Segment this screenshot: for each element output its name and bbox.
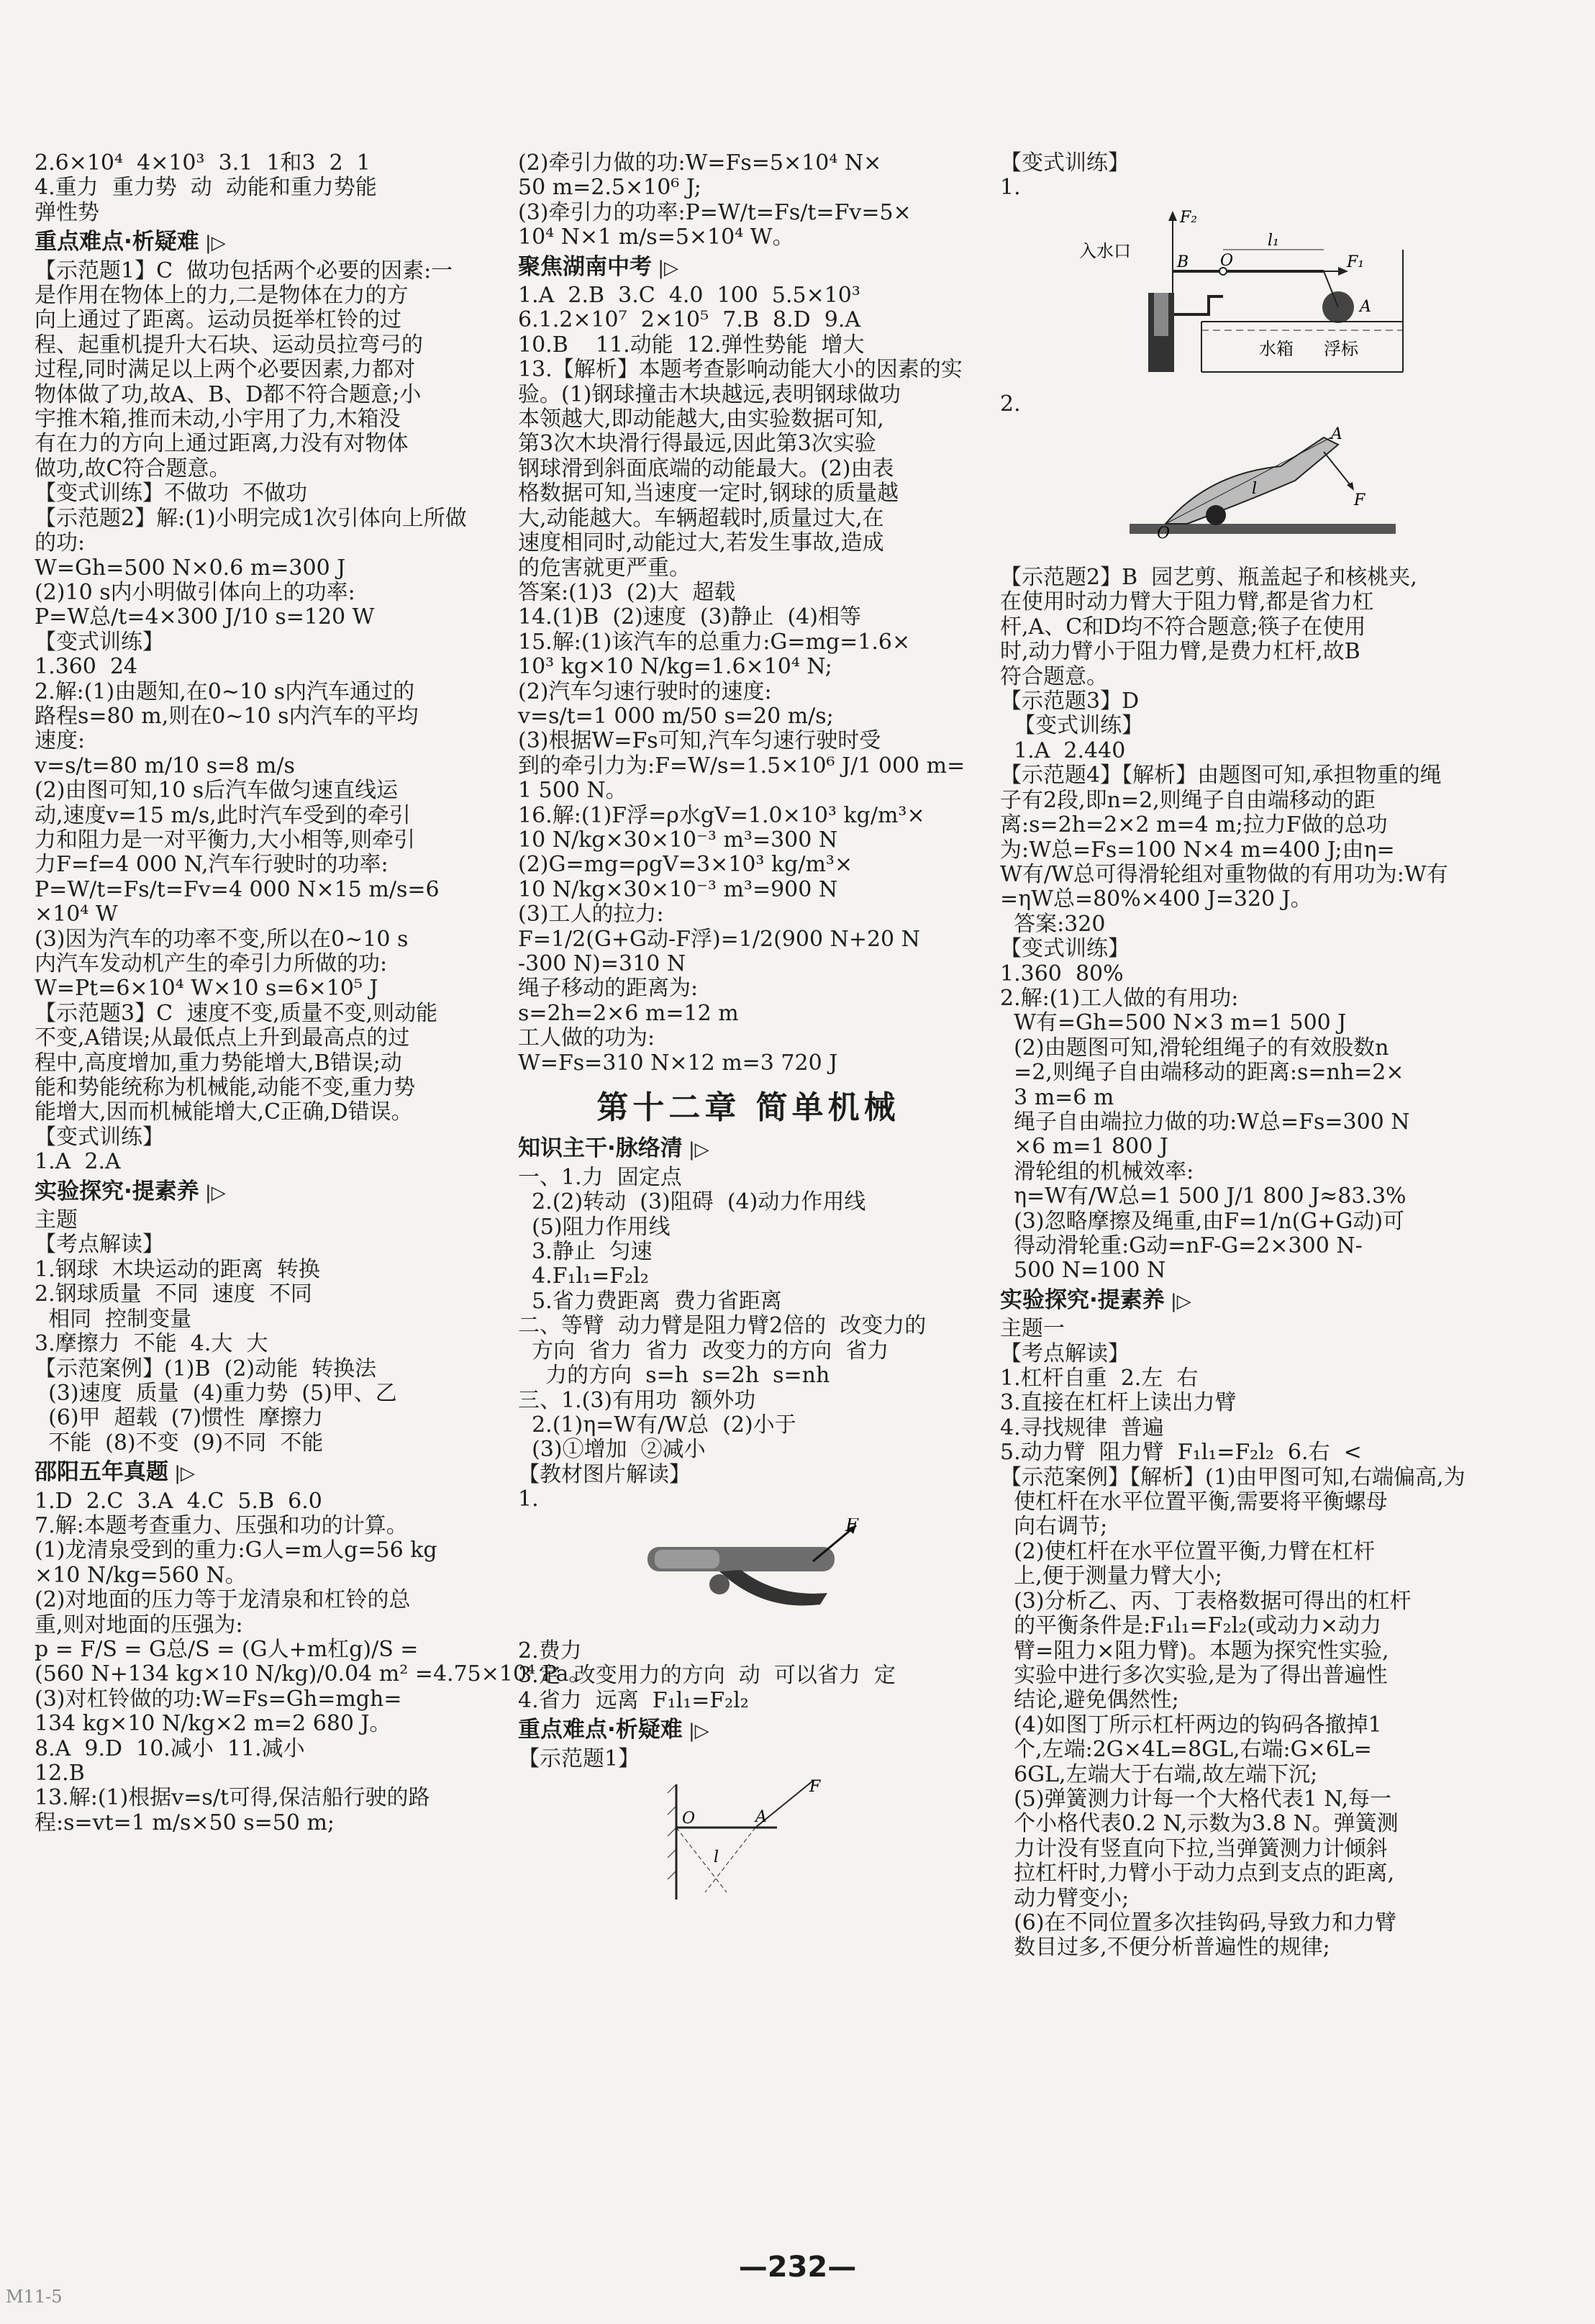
- text-line: 2.(2)转动 (3)阻碍 (4)动力作用线: [518, 1189, 866, 1215]
- text-line: 数目过多,不便分析普遍性的规律;: [1000, 1935, 1330, 1961]
- text-line: 1.: [1000, 175, 1021, 201]
- text-line: 1.360 80%: [1000, 961, 1124, 986]
- text-line: 1.杠杆自重 2.左 右: [1000, 1366, 1199, 1392]
- fig4-a-label: A: [1331, 425, 1342, 443]
- text-line: 杆,A、C和D均不符合题意;筷子在使用: [1000, 614, 1366, 640]
- bottle-opener-figure: [1000, 423, 1572, 558]
- text-line: (3)速度 质量 (4)重力势 (5)甲、乙: [35, 1380, 397, 1406]
- text-line: 钢球滑到斜面底端的动能最大。(2)由表: [518, 455, 894, 481]
- text-line: 2.(1)η=W有/W总 (2)小于: [518, 1412, 796, 1438]
- text-line: (3)牵引力的功率:P=W/t=Fs/t=Fv=5×: [518, 199, 912, 225]
- fig1-force-label: F: [845, 1517, 859, 1536]
- text-line: 绳子移动的距离为:: [518, 976, 699, 1002]
- text-line: ×10 N/kg=560 N。: [35, 1562, 247, 1588]
- text-line: 工人做的功为:: [518, 1025, 655, 1051]
- text-line: 【示范题3】D: [1000, 689, 1140, 714]
- text-line: 动力臂变小;: [1000, 1885, 1130, 1911]
- section-heading: 聚焦湖南中考 |▷: [518, 255, 978, 281]
- text-line: 向右调节;: [1000, 1514, 1108, 1540]
- text-line: 在使用时动力臂大于阻力臂,都是省力杠: [1000, 589, 1374, 615]
- text-line: 3.摩擦力 不能 4.大 大: [35, 1331, 268, 1357]
- text-line: 3.直接在杠杆上读出力臂: [1000, 1390, 1237, 1416]
- text-line: 【示范案例】(1)B (2)动能 转换法: [35, 1356, 377, 1381]
- text-line: (3)对杠铃做的功:W=Fs=Gh=mgh=: [35, 1686, 402, 1712]
- text-line: 【示范题1】: [518, 1746, 640, 1771]
- section-heading: 邵阳五年真题 |▷: [35, 1460, 495, 1486]
- text-line: (4)如图丁所示杠杆两边的钩码各撤掉1: [1000, 1712, 1382, 1738]
- text-line: (6)甲 超载 (7)惯性 摩擦力: [35, 1405, 324, 1431]
- text-line: 1.360 24: [35, 654, 138, 680]
- text-line: 7.解:本题考查重力、压强和功的计算。: [35, 1512, 408, 1538]
- text-line: 4.F₁l₁=F₂l₂: [518, 1263, 649, 1289]
- text-line: =2,则绳子自由端移动的距离:s=nh=2×: [1000, 1060, 1404, 1086]
- text-line: 答案:320: [1000, 911, 1106, 937]
- text-line: 个小格代表0.2 N,示数为3.8 N。弹簧测: [1000, 1811, 1399, 1837]
- text-line: 2.6×10⁴ 4×10³ 3.1 1和3 2 1: [35, 150, 371, 176]
- fig3-f1-label: F₁: [1347, 253, 1365, 271]
- text-line: (3)工人的拉力:: [518, 902, 664, 927]
- text-line: 方向 省力 省力 改变力的方向 省力: [518, 1338, 889, 1363]
- text-line: v=s/t=1 000 m/50 s=20 m/s;: [518, 703, 834, 729]
- fig3-a-label: A: [1360, 297, 1371, 316]
- text-line: 力的方向 s=h s=2h s=nh: [518, 1363, 830, 1389]
- text-line: (3)忽略摩擦及绳重,由F=1/n(G+G动)可: [1000, 1208, 1405, 1234]
- lever-arm-figure: [518, 1777, 978, 1912]
- text-line: 做功,故C符合题意。: [35, 455, 231, 481]
- text-line: 10.B 11.动能 12.弹性势能 增大: [518, 332, 865, 358]
- text-line: 【变式训练】: [35, 1124, 164, 1150]
- text-line: 宇推木箱,推而未动,小宇用了力,木箱没: [35, 407, 401, 432]
- text-line: 50 m=2.5×10⁶ J;: [518, 175, 701, 201]
- text-line: (5)阻力作用线: [518, 1214, 671, 1240]
- text-line: 动,速度v=15 m/s,此时汽车受到的牵引: [35, 802, 411, 828]
- section-heading: 重点难点·析疑难 |▷: [518, 1717, 978, 1743]
- text-line: 力和阻力是一对平衡力,大小相等,则牵引: [35, 827, 416, 853]
- text-line: 个,左端:2G×4L=8GL,右端:G×6L=: [1000, 1737, 1372, 1763]
- text-line: 结论,避免偶然性;: [1000, 1687, 1179, 1713]
- text-line: 16.解:(1)F浮=ρ水gV=1.0×10³ kg/m³×: [518, 802, 925, 828]
- text-line: (2)G=mg=ρgV=3×10³ kg/m³×: [518, 852, 853, 878]
- text-line: 物体做了功,故A、B、D都不符合题意;小: [35, 381, 422, 407]
- text-line: 三、1.(3)有用功 额外功: [518, 1387, 756, 1413]
- text-line: 重,则对地面的压强为:: [35, 1612, 243, 1638]
- chapter-title: 第十二章 简单机械: [596, 1089, 900, 1127]
- text-line: 力F=f=4 000 N,汽车行驶时的功率:: [35, 852, 388, 878]
- text-line: 有在力的方向上通过距离,力没有对物体: [35, 431, 409, 457]
- text-line: 【变式训练】: [1000, 936, 1130, 962]
- text-line: 是作用在物体上的力,二是物体在力的方: [35, 283, 409, 309]
- fig2-pivot-label: O: [682, 1809, 696, 1828]
- text-line: 第3次木块滑行得最远,因此第3次实验: [518, 431, 876, 457]
- text-line: 程、起重机提升大石块、运动员拉弯弓的: [35, 332, 423, 358]
- text-line: 【示范题2】B 园艺剪、瓶盖起子和核桃夹,: [1000, 565, 1417, 591]
- text-line: 不变,A错误;从最低点上升到最高点的过: [35, 1025, 410, 1051]
- text-line: (3)①增加 ②减小: [518, 1437, 706, 1463]
- text-line: 15.解:(1)该汽车的总重力:G=mg=1.6×: [518, 629, 911, 655]
- text-line: 答案:(1)3 (2)大 超载: [518, 579, 736, 605]
- text-line: 力计没有竖直向下拉,当弹簧测力计倾斜: [1000, 1835, 1388, 1861]
- brake-lever-figure: [518, 1518, 978, 1632]
- text-line: 6.1.2×10⁷ 2×10⁵ 7.B 8.D 9.A: [518, 307, 861, 333]
- column-middle: [518, 151, 978, 1920]
- text-line: W有=Gh=500 N×3 m=1 500 J: [1000, 1010, 1347, 1036]
- text-line: 【变式训练】: [35, 629, 164, 655]
- text-line: 到的牵引力为:F=W/s=1.5×10⁶ J/1 000 m=: [518, 753, 965, 779]
- text-line: 2.解:(1)工人做的有用功:: [1000, 985, 1239, 1011]
- text-line: 8.A 9.D 10.减小 11.减小: [35, 1735, 305, 1761]
- fig3-b-label: B: [1177, 253, 1189, 271]
- text-line: 使杠杆在水平位置平衡,需要将平衡螺母: [1000, 1489, 1388, 1515]
- text-line: P=W/t=Fs/t=Fv=4 000 N×15 m/s=6: [35, 876, 440, 902]
- fig2-point-label: A: [755, 1807, 767, 1826]
- text-line: 2.钢球质量 不同 速度 不同: [35, 1281, 312, 1307]
- text-line: 13.【解析】本题考查影响动能大小的因素的实: [518, 357, 963, 383]
- text-line: F=1/2(G+G动-F浮)=1/2(900 N+20 N: [518, 926, 920, 952]
- text-line: (2)使杠杆在水平位置平衡,力臂在杠杆: [1000, 1538, 1376, 1564]
- text-line: p = F/S = G总/S = (G人+m杠g)/S =: [35, 1636, 419, 1662]
- text-line: 一、1.力 固定点: [518, 1164, 682, 1190]
- section-heading: 知识主干·脉络清 |▷: [518, 1136, 978, 1162]
- section-heading: 实验探究·提素养 |▷: [35, 1179, 495, 1205]
- text-line: 2.解:(1)由题知,在0~10 s内汽车通过的: [35, 678, 415, 704]
- text-line: 不能 (8)不变 (9)不同 不能: [35, 1430, 324, 1456]
- text-line: 验。(1)钢球撞击木块越远,表明钢球做功: [518, 381, 901, 407]
- text-line: 能增大,因而机械能增大,C正确,D错误。: [35, 1099, 413, 1125]
- text-line: 5.省力费距离 费力省距离: [518, 1288, 782, 1314]
- text-line: 程:s=vt=1 m/s×50 s=50 m;: [35, 1810, 335, 1835]
- text-line: 【教材图片解读】: [518, 1461, 691, 1487]
- text-line: (2)牵引力做的功:W=Fs=5×10⁴ N×: [518, 150, 882, 176]
- fig3-float-label: 浮标: [1324, 338, 1358, 359]
- text-line: 程中,高度增加,重力势能增大,B错误;动: [35, 1050, 402, 1076]
- text-line: (560 N+134 kg×10 N/kg)/0.04 m² =4.75×10⁴ Pa。: [35, 1661, 591, 1687]
- text-line: 3.静止 匀速: [518, 1239, 653, 1265]
- text-line: 2.: [1000, 391, 1021, 417]
- text-line: 【考点解读】: [1000, 1340, 1130, 1366]
- text-line: (2)对地面的压力等于龙清泉和杠铃的总: [35, 1587, 411, 1613]
- text-line: v=s/t=80 m/10 s=8 m/s: [35, 753, 295, 779]
- text-line: 14.(1)B (2)速度 (3)静止 (4)相等: [518, 604, 861, 630]
- text-line: 1.: [518, 1486, 539, 1512]
- text-line: 3 m=6 m: [1000, 1084, 1114, 1110]
- text-line: 5.动力臂 阻力臂 F₁l₁=F₂l₂ 6.右 <: [1000, 1440, 1362, 1466]
- corner-mark: M11-5: [6, 2287, 63, 2307]
- text-line: 500 N=100 N: [1000, 1258, 1166, 1284]
- text-line: 的功:: [35, 530, 86, 556]
- text-line: 得动滑轮重:G动=nF-G=2×300 N-: [1000, 1233, 1363, 1258]
- text-line: 3.定 改变用力的方向 动 可以省力 定: [518, 1663, 896, 1689]
- fig2-force-label: F: [809, 1777, 821, 1796]
- fig3-o-label: O: [1220, 251, 1234, 270]
- text-line: 1.A 2.A: [35, 1149, 121, 1175]
- text-line: 符合题意。: [1000, 663, 1108, 689]
- fig4-o-label: O: [1157, 524, 1171, 543]
- text-line: 主题一: [1000, 1316, 1065, 1342]
- text-line: 10 N/kg×30×10⁻³ m³=900 N: [518, 876, 838, 902]
- text-line: 格数据可知,当速度一定时,钢球的质量越: [518, 481, 899, 507]
- text-line: (2)汽车匀速行驶时的速度:: [518, 678, 772, 704]
- text-line: (2)由图可知,10 s后汽车做匀速直线运: [35, 778, 399, 804]
- text-line: (2)由题图可知,滑轮组绳子的有效股数n: [1000, 1035, 1389, 1061]
- fig4-l-label: l: [1252, 479, 1258, 498]
- fig3-inlet-label: 入水口: [1079, 240, 1131, 261]
- text-line: 【示范题3】C 速度不变,质量不变,则动能: [35, 1000, 438, 1026]
- column-right: [1000, 151, 1572, 1961]
- text-line: 1.A 2.B 3.C 4.0 100 5.5×10³: [518, 283, 860, 309]
- text-line: 10³ kg×10 N/kg=1.6×10⁴ N;: [518, 654, 832, 680]
- text-line: W有/W总可得滑轮组对重物做的有用功为:W有: [1000, 861, 1448, 887]
- text-line: 内汽车发动机产生的牵引力所做的功:: [35, 951, 388, 976]
- text-line: W=Gh=500 N×0.6 m=300 J: [35, 555, 346, 581]
- text-line: 【变式训练】: [1000, 713, 1144, 739]
- text-line: (3)分析乙、丙、丁表格数据可得出的杠杆: [1000, 1588, 1412, 1614]
- section-heading: 重点难点·析疑难 |▷: [35, 230, 495, 255]
- text-line: 绳子自由端拉力做的功:W总=Fs=300 N: [1000, 1109, 1410, 1135]
- text-line: 【变式训练】: [1000, 150, 1130, 176]
- text-line: 2.费力: [518, 1638, 582, 1663]
- text-line: 【变式训练】不做功 不做功: [35, 481, 308, 507]
- text-line: P=W总/t=4×300 J/10 s=120 W: [35, 604, 375, 630]
- text-line: 4.省力 远离 F₁l₁=F₂l₂: [518, 1687, 749, 1713]
- text-line: 【示范案例】【解析】(1)由甲图可知,右端偏高,为: [1000, 1464, 1466, 1490]
- text-line: 拉杠杆时,力臂小于动力点到支点的距离,: [1000, 1861, 1395, 1887]
- text-line: (5)弹簧测力计每一个大格代表1 N,每一: [1000, 1786, 1392, 1812]
- section-heading: 实验探究·提素养 |▷: [1000, 1288, 1572, 1314]
- text-line: 速度相同时,动能过大,若发生事故,造成: [518, 530, 884, 556]
- text-line: 本领越大,即动能越大,由实验数据可知,: [518, 407, 884, 432]
- text-line: 10 N/kg×30×10⁻³ m³=300 N: [518, 827, 838, 853]
- text-line: 向上通过了距离。运动员挺举杠铃的过: [35, 307, 401, 333]
- text-line: 为:W总=Fs=100 N×4 m=400 J;由η=: [1000, 837, 1395, 863]
- text-line: 的危害就更严重。: [518, 555, 691, 581]
- text-line: (3)因为汽车的功率不变,所以在0~10 s: [35, 926, 409, 952]
- text-line: 1.D 2.C 3.A 4.C 5.B 6.0: [35, 1488, 322, 1514]
- text-line: 大,动能越大。车辆超载时,质量过大,在: [518, 505, 884, 531]
- text-line: 1.A 2.440: [1000, 737, 1126, 763]
- text-line: 离:s=2h=2×2 m=4 m;拉力F做的总功: [1000, 812, 1388, 838]
- text-line: ×10⁴ W: [35, 902, 118, 927]
- text-line: 12.B: [35, 1761, 85, 1786]
- text-line: η=W有/W总=1 500 J/1 800 J≈83.3%: [1000, 1184, 1407, 1209]
- text-line: 10⁴ N×1 m/s=5×10⁴ W。: [518, 224, 794, 250]
- text-line: 实验中进行多次实验,是为了得出普遍性: [1000, 1662, 1388, 1688]
- text-line: 13.解:(1)根据v=s/t可得,保洁船行驶的路: [35, 1785, 430, 1811]
- fig4-f-label: F: [1354, 491, 1365, 509]
- text-line: 1.钢球 木块运动的距离 转换: [35, 1256, 320, 1282]
- text-line: 6GL,左端大于右端,故左端下沉;: [1000, 1761, 1318, 1787]
- fig2-arm-label: l: [714, 1848, 719, 1866]
- text-line: 滑轮组的机械效率:: [1000, 1158, 1194, 1184]
- text-line: 时,动力臂小于阻力臂,是费力杠杆,故B: [1000, 639, 1360, 665]
- text-line: -300 N)=310 N: [518, 951, 686, 976]
- text-line: 【示范题2】解:(1)小明完成1次引体向上所做: [35, 505, 467, 531]
- text-line: W=Fs=310 N×12 m=3 720 J: [518, 1050, 838, 1076]
- fig3-tank-label: 水箱: [1259, 338, 1294, 359]
- text-line: 【示范题4】【解析】由题图可知,承担物重的绳: [1000, 763, 1442, 789]
- text-line: s=2h=2×6 m=12 m: [518, 1000, 739, 1026]
- text-line: ×6 m=1 800 J: [1000, 1134, 1168, 1160]
- text-line: (3)根据W=Fs可知,汽车匀速行驶时受: [518, 728, 881, 754]
- text-line: 上,便于测量力臂大小;: [1000, 1563, 1222, 1589]
- text-line: 相同 控制变量: [35, 1306, 192, 1332]
- water-tank-float-figure: [1000, 206, 1572, 385]
- page-number: —232—: [738, 2251, 857, 2284]
- fig3-l1-label: l₁: [1268, 231, 1279, 250]
- text-line: 【考点解读】: [35, 1232, 164, 1258]
- text-line: (2)10 s内小明做引体向上的功率:: [35, 579, 355, 605]
- text-line: 的平衡条件是:F₁l₁=F₂l₂(或动力×动力: [1000, 1613, 1382, 1639]
- fig3-f2-label: F₂: [1180, 208, 1198, 227]
- text-line: =ηW总=80%×400 J=320 J。: [1000, 886, 1312, 912]
- text-line: W=Pt=6×10⁴ W×10 s=6×10⁵ J: [35, 976, 378, 1002]
- text-line: 速度:: [35, 728, 86, 754]
- text-line: (1)龙清泉受到的重力:G人=m人g=56 kg: [35, 1538, 437, 1563]
- text-line: (6)在不同位置多次挂钩码,导致力和力臂: [1000, 1910, 1397, 1935]
- text-line: 134 kg×10 N/kg×2 m=2 680 J。: [35, 1711, 391, 1737]
- text-line: 子有2段,即n=2,则绳子自由端移动的距: [1000, 787, 1376, 813]
- text-line: 二、等臂 动力臂是阻力臂2倍的 改变力的: [518, 1313, 927, 1339]
- text-line: 臂=阻力×阻力臂)。本题为探究性实验,: [1000, 1638, 1389, 1663]
- text-line: 1 500 N。: [518, 778, 627, 804]
- text-line: 【示范题1】C 做功包括两个必要的因素:一: [35, 258, 453, 283]
- text-line: 能和势能统称为机械能,动能不变,重力势: [35, 1075, 416, 1101]
- text-line: 4.重力 重力势 动 动能和重力势能: [35, 175, 377, 201]
- text-line: 主题: [35, 1207, 78, 1233]
- text-line: 4.寻找规律 普遍: [1000, 1415, 1164, 1440]
- text-line: 弹性势: [35, 199, 99, 225]
- text-line: 路程s=80 m,则在0~10 s内汽车的平均: [35, 703, 419, 729]
- text-line: 过程,同时满足以上两个必要因素,力都对: [35, 357, 416, 383]
